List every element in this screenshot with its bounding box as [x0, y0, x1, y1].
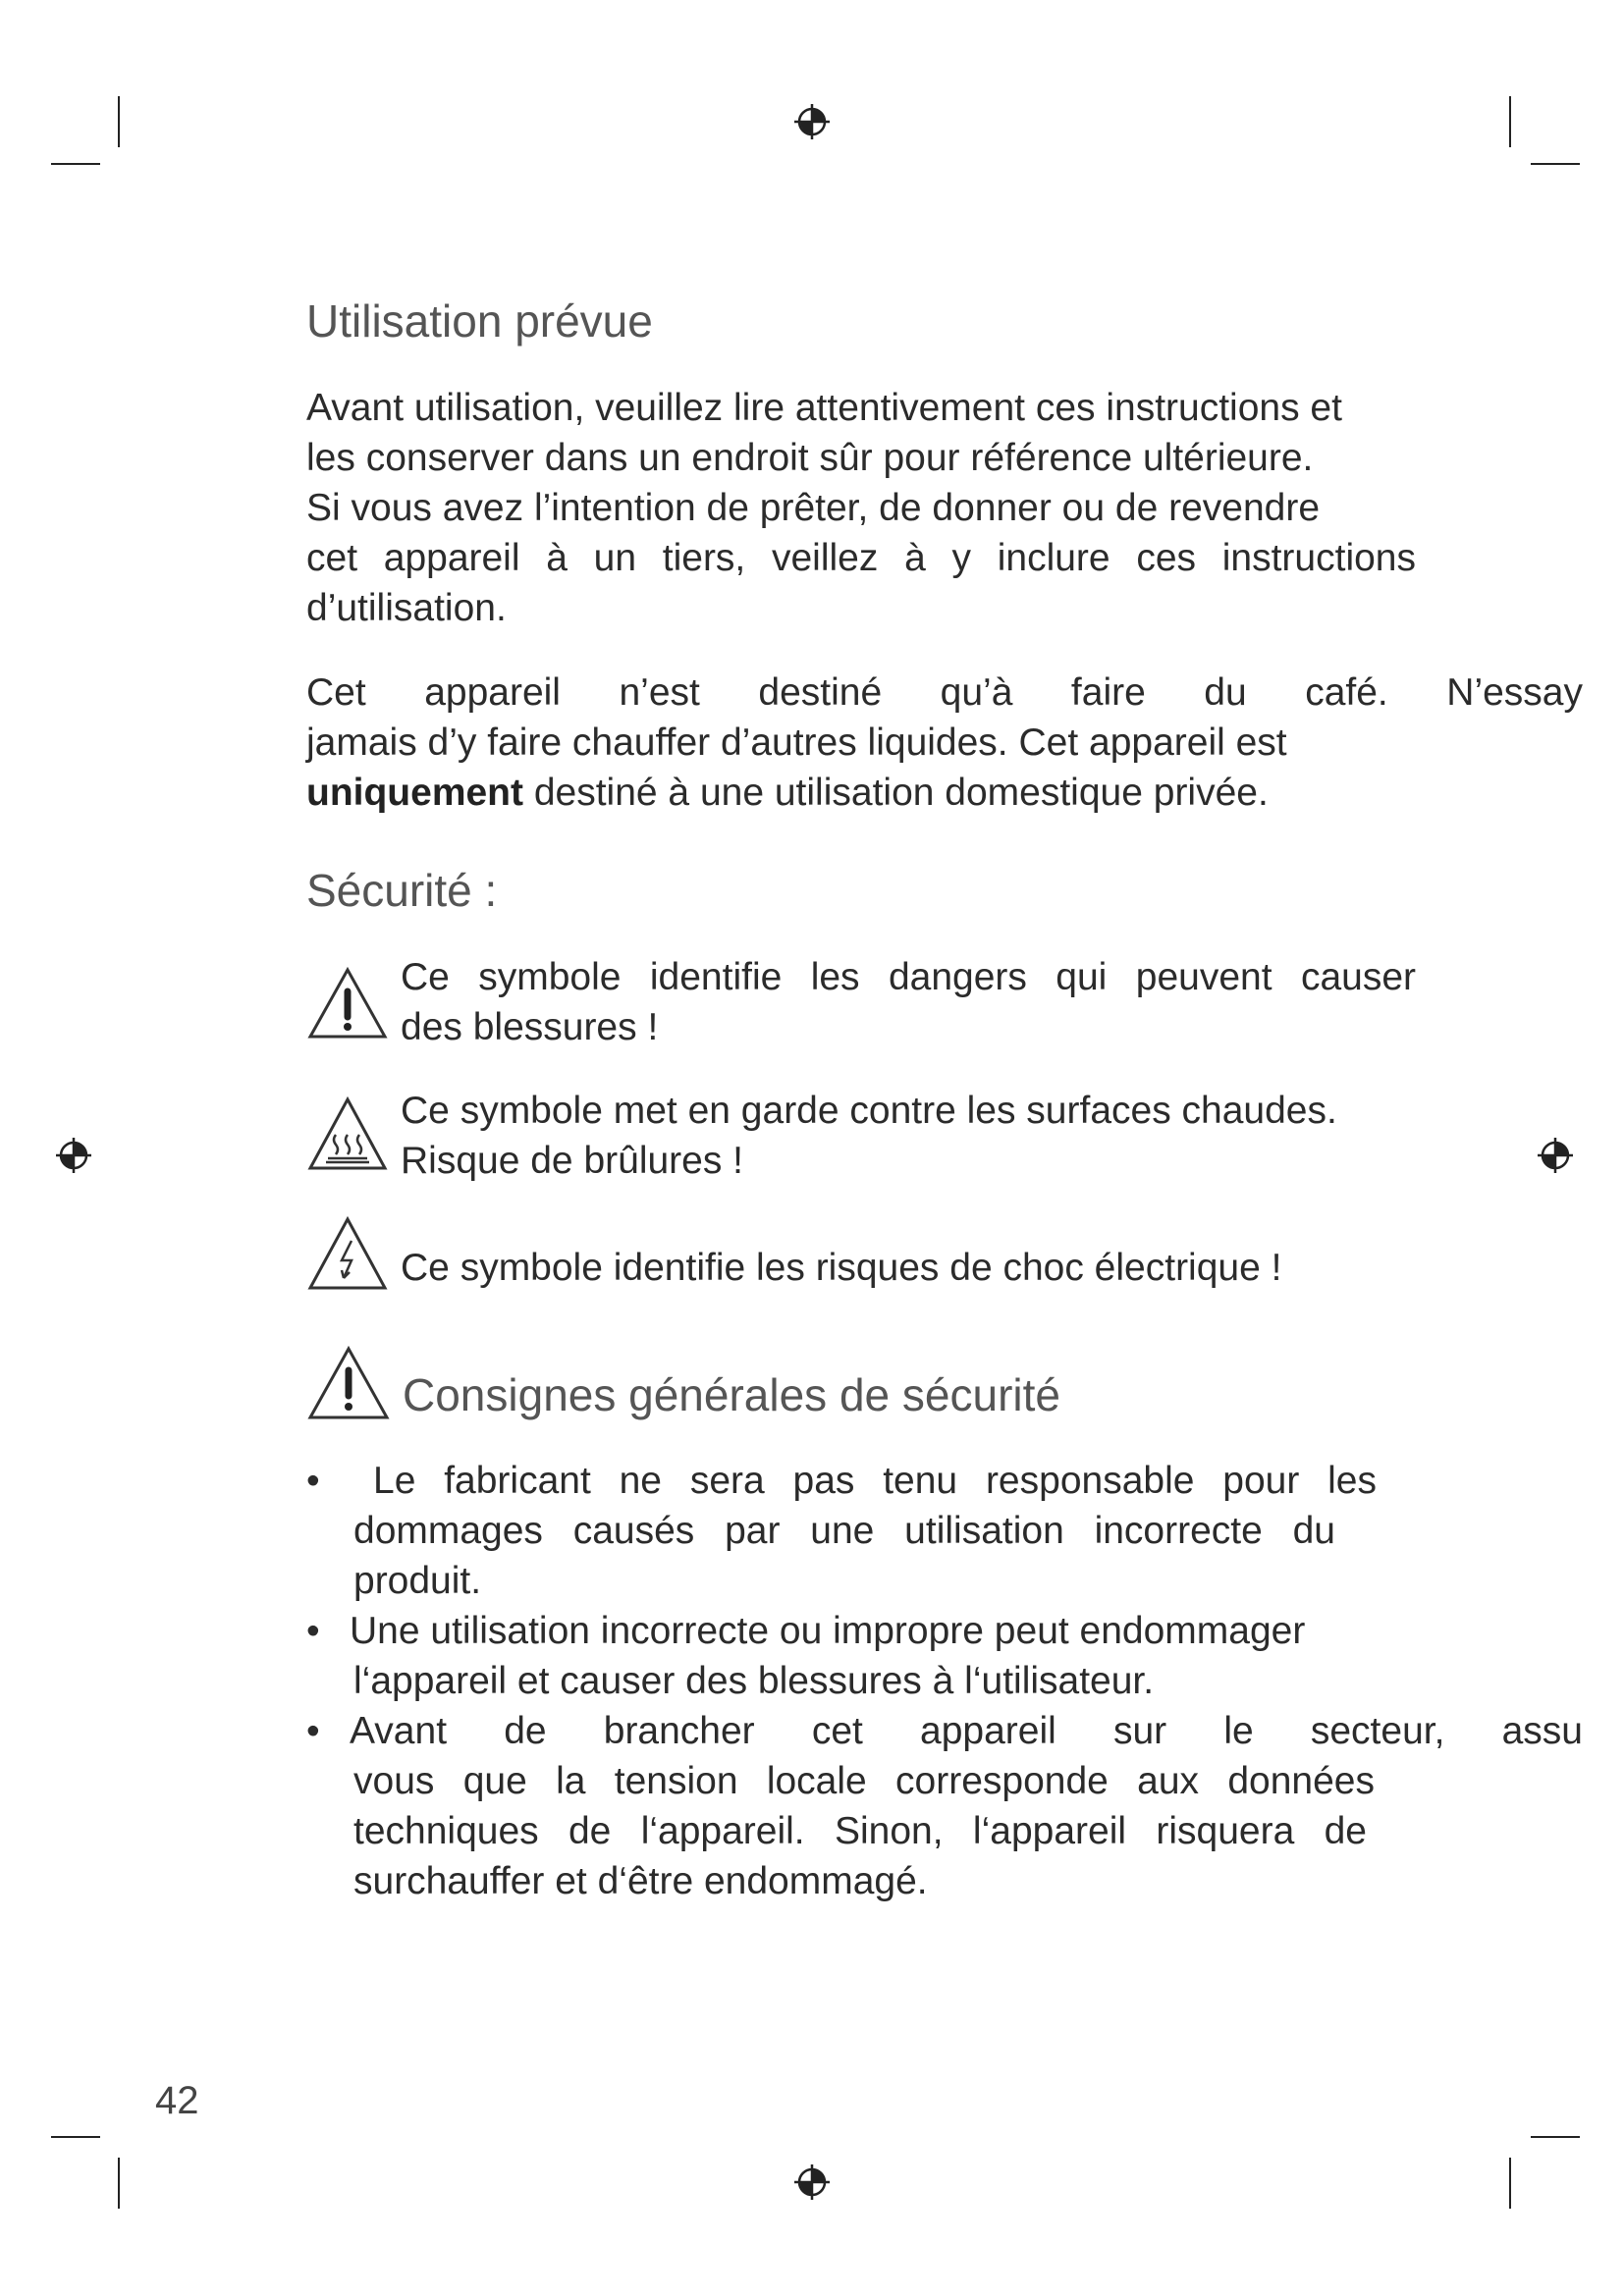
text-line: l‘appareil et causer des blessures à l‘utilisateur.	[353, 1660, 1155, 1702]
text-line: vous que la tension locale corresponde aux données	[353, 1760, 1375, 1802]
symbol-description	[401, 952, 1416, 1052]
text-line: d’utilisation.	[306, 587, 507, 629]
symbol-description	[401, 1243, 1416, 1293]
text-line: jamais d’y faire chauffer d’autres liquides. Cet appareil est	[306, 721, 1287, 764]
symbol-row-hot-surface	[306, 1086, 1416, 1194]
section-title-general-safety: Consignes générales de sécurité	[403, 1369, 1060, 1420]
coffee-only-paragraph	[306, 667, 1583, 818]
list-item	[306, 1706, 1583, 1906]
symbol-row-electric	[306, 1215, 1416, 1304]
bullet-icon: •	[306, 1710, 320, 1752]
section-title-security: Sécurité :	[306, 865, 498, 916]
safety-bullet-list	[306, 1456, 1583, 1906]
intended-use-paragraph	[306, 383, 1416, 633]
text-line: Avant de brancher cet appareil sur le secteur, assu	[350, 1710, 1583, 1752]
crop-mark	[1509, 96, 1511, 147]
registration-mark-icon	[792, 2163, 832, 2202]
hot-surface-icon	[306, 1095, 389, 1174]
text-line: Avant utilisation, veuillez lire attentivement ces instructions et	[306, 387, 1342, 429]
page-number: 42	[155, 2079, 199, 2122]
bullet-text	[350, 1606, 1377, 1706]
bullet-text	[353, 1456, 1377, 1606]
warning-exclamation-icon	[306, 966, 389, 1041]
crop-mark	[1509, 2158, 1511, 2209]
electric-shock-icon	[306, 1215, 389, 1292]
text-line: dommages causés par une utilisation incorrecte du	[353, 1510, 1335, 1552]
crop-mark	[1531, 2136, 1580, 2138]
section-title-intended-use: Utilisation prévue	[306, 295, 653, 347]
warning-exclamation-icon	[306, 1345, 391, 1421]
symbol-row-danger	[306, 952, 1416, 1060]
text-line: Si vous avez l’intention de prêter, de donner ou de revendre	[306, 487, 1321, 529]
text-line: produit.	[353, 1560, 482, 1602]
text-line: cet appareil à un tiers, veillez à y inclure ces instructions	[306, 537, 1416, 579]
crop-mark	[118, 2158, 120, 2209]
general-safety-heading	[306, 1345, 1485, 1433]
crop-mark	[118, 96, 120, 147]
bullet-icon: •	[306, 1460, 320, 1502]
text-line: Le fabricant ne sera pas tenu responsable pour les	[373, 1460, 1377, 1502]
crop-mark	[51, 2136, 100, 2138]
text-line: techniques de l‘appareil. Sinon, l‘appareil risquera de	[353, 1810, 1367, 1852]
text-line: surchauffer et d‘être endommagé.	[353, 1860, 928, 1902]
emphasis-text: uniquement	[306, 772, 523, 814]
registration-mark-icon	[54, 1136, 93, 1175]
text-line: les conserver dans un endroit sûr pour référence ultérieure.	[306, 437, 1314, 479]
text-line	[306, 768, 1583, 818]
registration-mark-icon	[1536, 1136, 1575, 1175]
bullet-text	[350, 1706, 1583, 1906]
list-item	[306, 1456, 1377, 1606]
text-line: Ce symbole identifie les risques de choc électrique !	[401, 1247, 1282, 1289]
text-line: des blessures !	[401, 1006, 659, 1048]
crop-mark	[1531, 163, 1580, 165]
bullet-icon: •	[306, 1610, 320, 1652]
text-line: Risque de brûlures !	[401, 1140, 744, 1182]
text-span: destiné à une utilisation domestique privée.	[523, 772, 1269, 814]
text-line: Ce symbole met en garde contre les surfaces chaudes.	[401, 1090, 1337, 1132]
list-item	[306, 1606, 1377, 1706]
text-line: Ce symbole identifie les dangers qui peuvent causer	[401, 956, 1416, 998]
crop-mark	[51, 163, 100, 165]
registration-mark-icon	[792, 102, 832, 141]
text-line: Une utilisation incorrecte ou impropre peut endommager	[350, 1610, 1306, 1652]
symbol-description	[401, 1086, 1416, 1186]
text-line: Cet appareil n’est destiné qu’à faire du café. N’essay	[306, 671, 1583, 714]
